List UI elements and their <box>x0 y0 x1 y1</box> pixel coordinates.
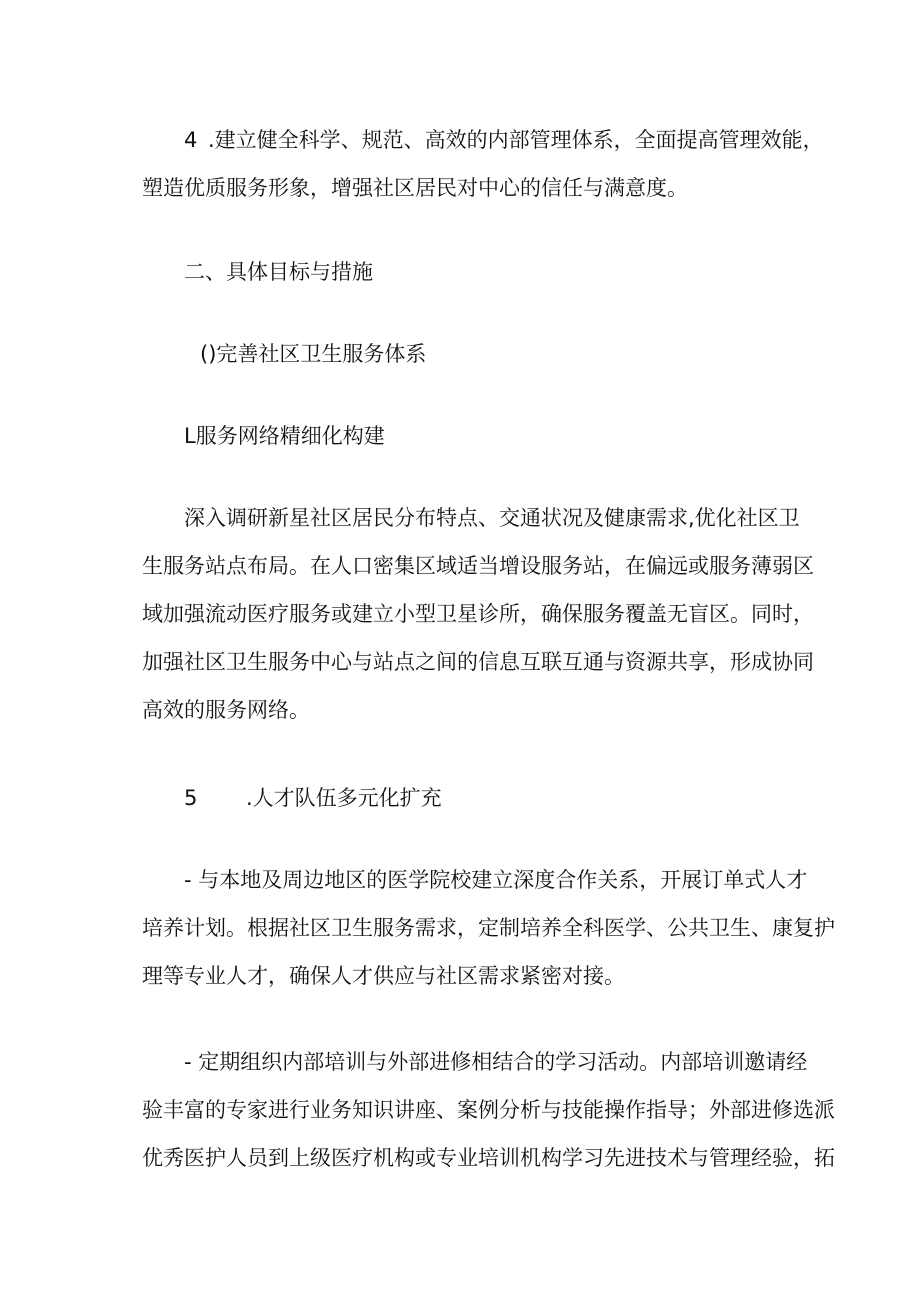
subsection-heading: ()完善社区卫生服务体系 <box>200 342 427 366</box>
item-heading-1: L服务网络精细化构建 <box>184 424 385 448</box>
list-item-line: 优秀医护人员到上级医疗机构或专业培训机构学习先进技术与管理经验，拓 <box>142 1146 835 1170</box>
paragraph-line: 深入调研新星社区居民分布特点、交通状况及健康需求,优化社区卫 <box>184 506 800 530</box>
list-item-line: - 与本地及周边地区的医学院校建立深度合作关系，开展订单式人才 <box>184 868 808 892</box>
list-item-line: 理等专业人才，确保人才供应与社区需求紧密对接。 <box>142 964 625 988</box>
paragraph-line: 高效的服务网络。 <box>142 698 310 722</box>
list-item-line: 验丰富的专家进行业务知识讲座、案例分析与技能操作指导；外部进修选派 <box>142 1098 835 1122</box>
paragraph-line: 生服务站点布局。在人口密集区域适当增设服务站，在偏远或服务薄弱区 <box>142 554 814 578</box>
item-number: 4 <box>184 128 198 152</box>
paragraph-4-line-1 <box>184 130 824 151</box>
paragraph-4-line-2: 塑造优质服务形象，增强社区居民对中心的信任与满意度。 <box>142 176 688 200</box>
paragraph-line: 加强社区卫生服务中心与站点之间的信息互联互通与资源共享，形成协同 <box>142 650 814 674</box>
list-item-line: - 定期组织内部培训与外部进修相结合的学习活动。内部培训邀请经 <box>184 1050 808 1074</box>
list-item-line: 培养计划。根据社区卫生服务需求，定制培养全科医学、公共卫生、康复护 <box>142 916 835 940</box>
item-heading-5 <box>184 788 442 809</box>
paragraph-line: 域加强流动医疗服务或建立小型卫星诊所，确保服务覆盖无盲区。同时， <box>142 602 814 626</box>
item-number: 5 <box>184 786 198 810</box>
item-heading-text: .人才队伍多元化扩充 <box>246 786 442 810</box>
section-heading: 二、具体目标与措施 <box>184 260 373 284</box>
paragraph-text: .建立健全科学、规范、高效的内部管理体系，全面提高管理效能， <box>208 128 824 152</box>
